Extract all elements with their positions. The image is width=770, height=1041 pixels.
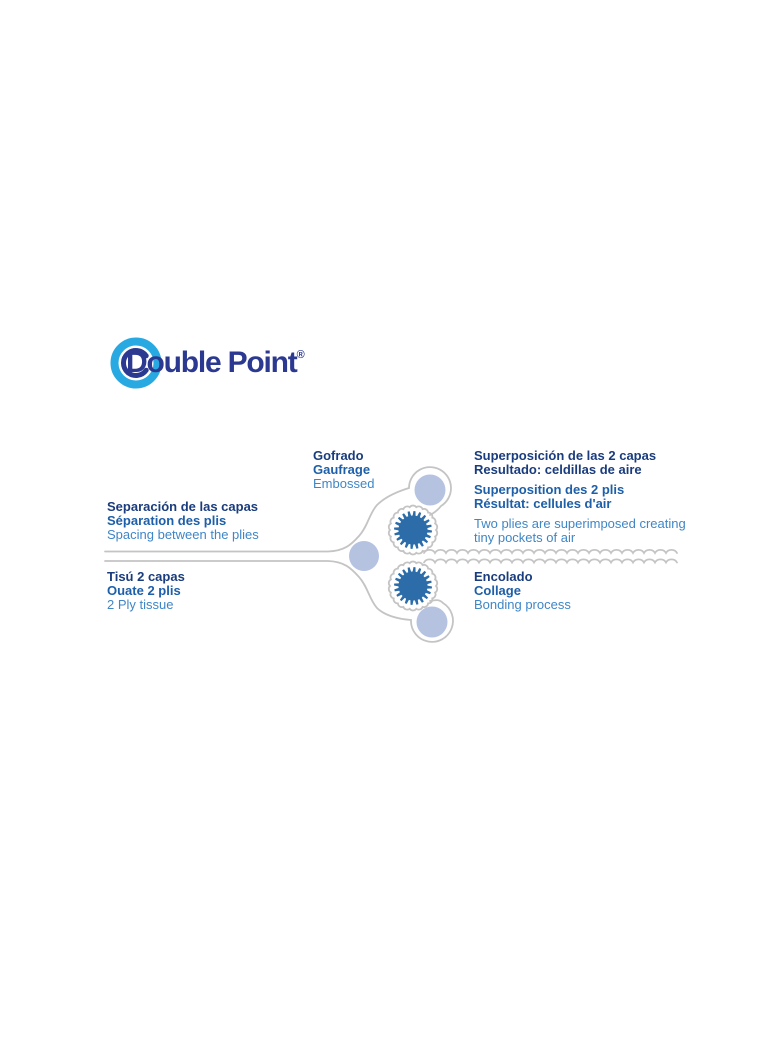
label-bonding-fr: Collage: [474, 583, 521, 598]
bonded-ply-wave-bottom: [424, 559, 677, 562]
guide-roller-bottom: [417, 607, 448, 638]
label-embossing-en: Embossed: [313, 476, 375, 491]
registered-trademark-symbol: ®: [296, 349, 305, 361]
label-superposition-fr2: Résultat: cellules d'air: [474, 496, 612, 511]
label-superposition: [474, 449, 686, 545]
label-tissue-en: 2 Ply tissue: [107, 597, 174, 612]
label-separation: [107, 500, 259, 542]
label-superposition-fr1: Superposition des 2 plis: [474, 482, 625, 497]
embossing-roller-top: [394, 511, 432, 549]
label-separation-en: Spacing between the plies: [107, 527, 259, 542]
label-bonding-en: Bonding process: [474, 597, 571, 612]
label-tissue-fr: Ouate 2 plis: [107, 583, 181, 598]
label-embossing: [313, 449, 374, 491]
separator-roller: [349, 541, 379, 571]
label-superposition-es1: Superposición de las 2 capas: [474, 448, 657, 463]
label-bonding: [474, 570, 571, 612]
label-tissue: [107, 570, 185, 612]
guide-roller-top: [415, 475, 446, 506]
label-superposition-en2: tiny pockets of air: [474, 530, 576, 545]
embossing-roller-bottom: [394, 567, 432, 605]
label-separation-es: Separación de las capas: [107, 499, 259, 514]
label-superposition-en1: Two plies are superimposed creating: [474, 516, 686, 531]
logo-wordmark-text: Double Point: [126, 346, 297, 379]
label-embossing-es: Gofrado: [313, 448, 364, 463]
label-embossing-fr: Gaufrage: [313, 462, 371, 477]
label-superposition-es2: Resultado: celdillas de aire: [474, 462, 642, 477]
label-bonding-es: Encolado: [474, 569, 533, 584]
label-separation-fr: Séparation des plis: [107, 513, 227, 528]
bonded-ply-wave-top: [424, 550, 677, 553]
label-tissue-es: Tisú 2 capas: [107, 569, 185, 584]
